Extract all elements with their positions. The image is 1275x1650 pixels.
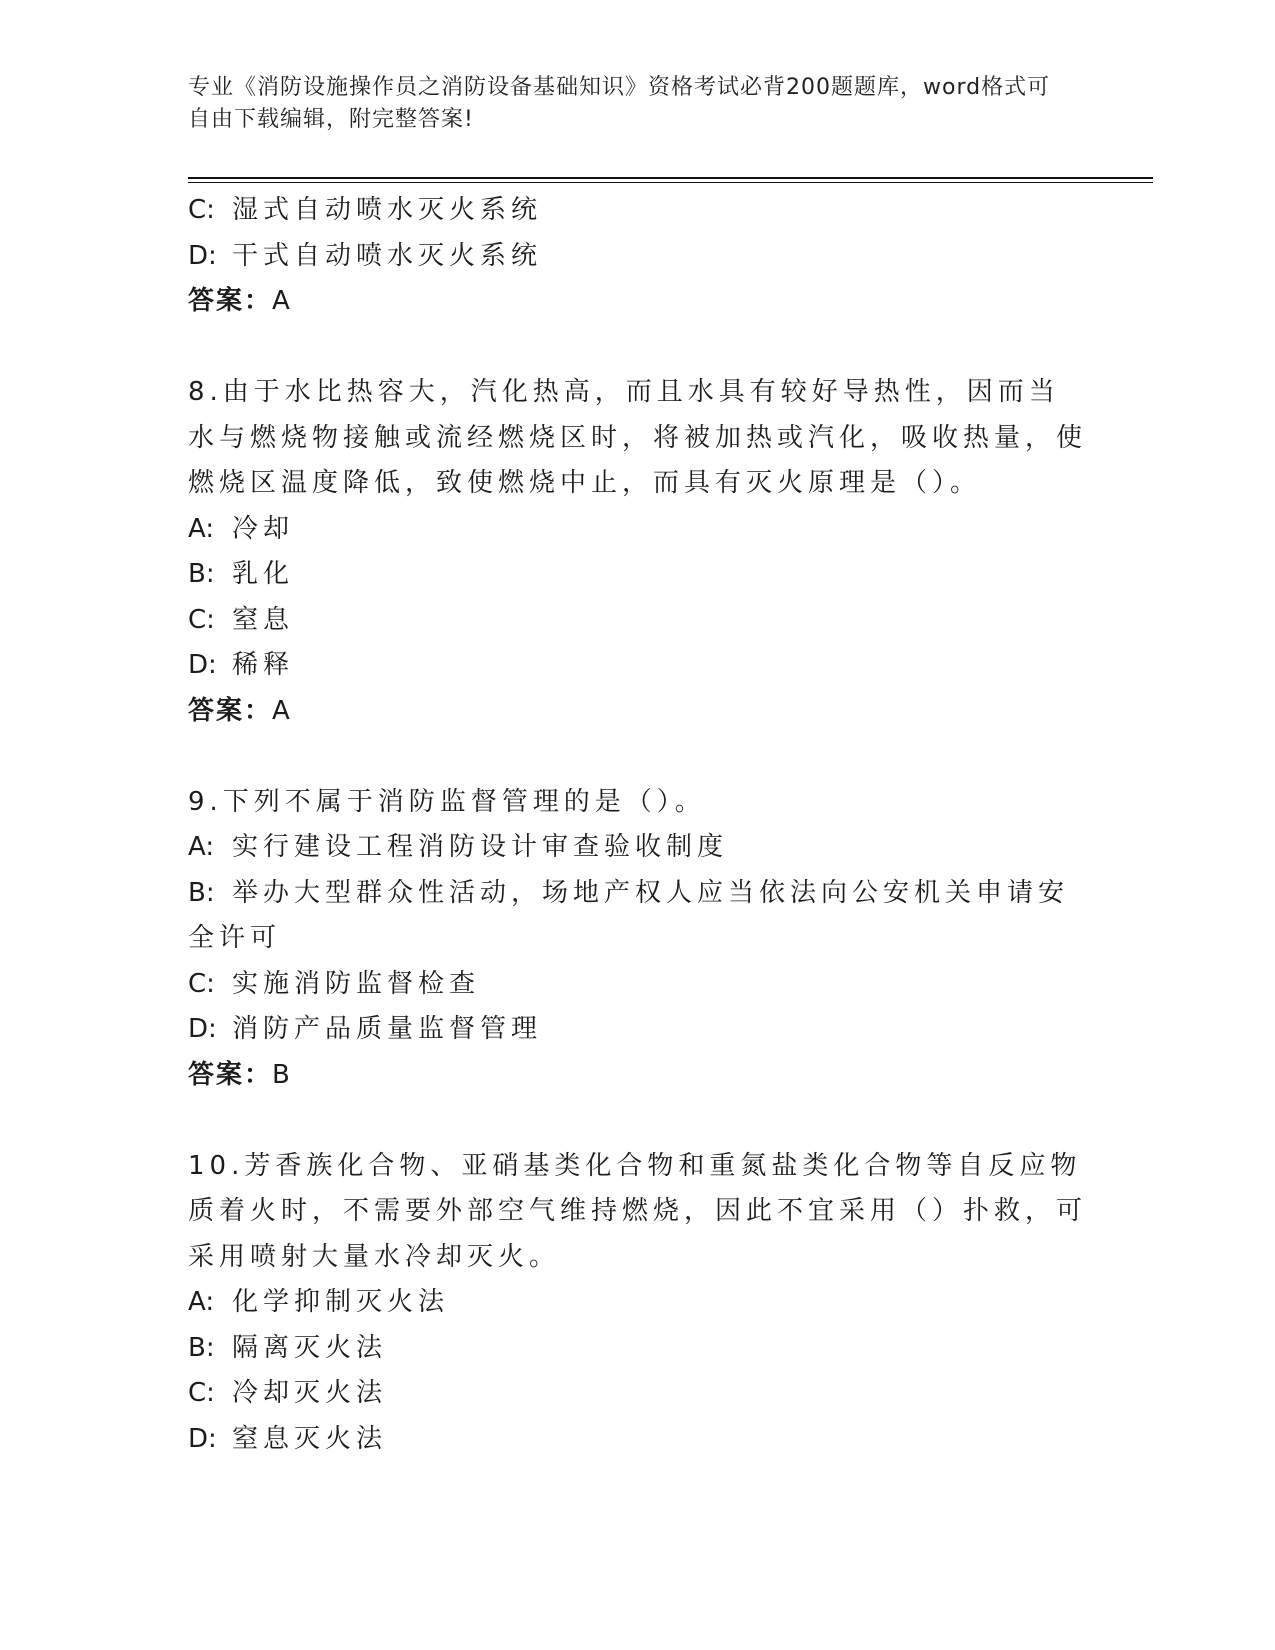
option-text: 隔离灭火法 — [232, 1332, 388, 1363]
header-divider-thick — [188, 177, 1153, 179]
question-10 — [188, 1144, 1088, 1463]
question-stem: 10.芳香族化合物、亚硝基类化合物和重氮盐类化合物等自反应物质着火时，不需要外部空气维持燃烧，因此不宜采用（）扑救，可采用喷射大量水冷却灭火。 — [188, 1150, 1088, 1272]
answer-value: B — [272, 1059, 292, 1090]
answer-line — [188, 1053, 1088, 1099]
option-text: 冷却灭火法 — [232, 1378, 388, 1408]
option-key: C: — [188, 195, 215, 225]
header-divider-thin — [188, 182, 1153, 183]
page-header: 专业《消防设施操作员之消防设备基础知识》资格考试必背200题题库，word格式可自由下载编辑，附完整答案! — [188, 75, 1051, 132]
option-a — [188, 1280, 1088, 1326]
option-key: B: — [188, 877, 215, 908]
answer-label: 答案： — [188, 1059, 273, 1090]
option-key: C: — [188, 968, 215, 999]
option-text: 窒息 — [232, 604, 295, 635]
option-text: 消防产品质量监督管理 — [232, 1014, 543, 1044]
previous-question-tail — [188, 188, 1088, 325]
option-c — [188, 1371, 1088, 1417]
question-8 — [188, 370, 1088, 734]
option-text: 乳化 — [232, 559, 295, 589]
option-text: 冷却 — [232, 513, 295, 544]
option-key: D: — [188, 650, 217, 680]
question-stem: 8.由于水比热容大，汽化热高，而且水具有较好导热性，因而当水与燃烧物接触或流经燃烧区时，将被加热或汽化，吸收热量，使燃烧区温度降低，致使燃烧中止，而具有灭火原理是（）。 — [188, 377, 1088, 498]
spacer — [188, 1098, 1088, 1144]
option-key: A: — [188, 832, 215, 862]
option-text: 实行建设工程消防设计审查验收制度 — [232, 832, 729, 862]
question-stem: 9.下列不属于消防监督管理的是（）。 — [188, 786, 706, 817]
option-key: D: — [188, 1423, 217, 1454]
answer-line — [188, 689, 1088, 735]
option-b — [188, 871, 1088, 962]
spacer — [188, 734, 1088, 780]
option-key: B: — [188, 1332, 215, 1363]
option-a — [188, 825, 1088, 871]
spacer — [188, 325, 1088, 371]
option-c — [188, 188, 1088, 234]
option-text: 举办大型群众性活动，场地产权人应当依法向公安机关申请安全许可 — [188, 877, 1070, 953]
option-text: 窒息灭火法 — [232, 1423, 388, 1454]
option-key: B: — [188, 559, 215, 589]
answer-label: 答案： — [188, 695, 273, 726]
option-d — [188, 234, 1088, 280]
option-b — [188, 552, 1088, 598]
option-c — [188, 598, 1088, 644]
option-key: A: — [188, 513, 215, 544]
option-text: 湿式自动喷水灭火系统 — [232, 195, 543, 225]
option-a — [188, 507, 1088, 553]
option-d — [188, 643, 1088, 689]
option-text: 干式自动喷水灭火系统 — [232, 240, 543, 271]
option-key: C: — [188, 1378, 215, 1408]
option-text: 化学抑制灭火法 — [232, 1287, 450, 1317]
option-d — [188, 1007, 1088, 1053]
option-key: C: — [188, 604, 215, 635]
option-key: D: — [188, 240, 217, 271]
option-key: D: — [188, 1014, 217, 1044]
option-text: 实施消防监督检查 — [232, 968, 481, 999]
answer-value: A — [272, 695, 292, 726]
question-9 — [188, 780, 1088, 1099]
option-c — [188, 962, 1088, 1008]
option-key: A: — [188, 1287, 215, 1317]
option-text: 稀释 — [232, 650, 295, 680]
question-content — [188, 188, 1088, 1462]
option-d — [188, 1417, 1088, 1463]
answer-line — [188, 279, 1088, 325]
answer-label: 答案： — [188, 286, 273, 316]
option-b — [188, 1326, 1088, 1372]
answer-value: A — [272, 286, 292, 316]
